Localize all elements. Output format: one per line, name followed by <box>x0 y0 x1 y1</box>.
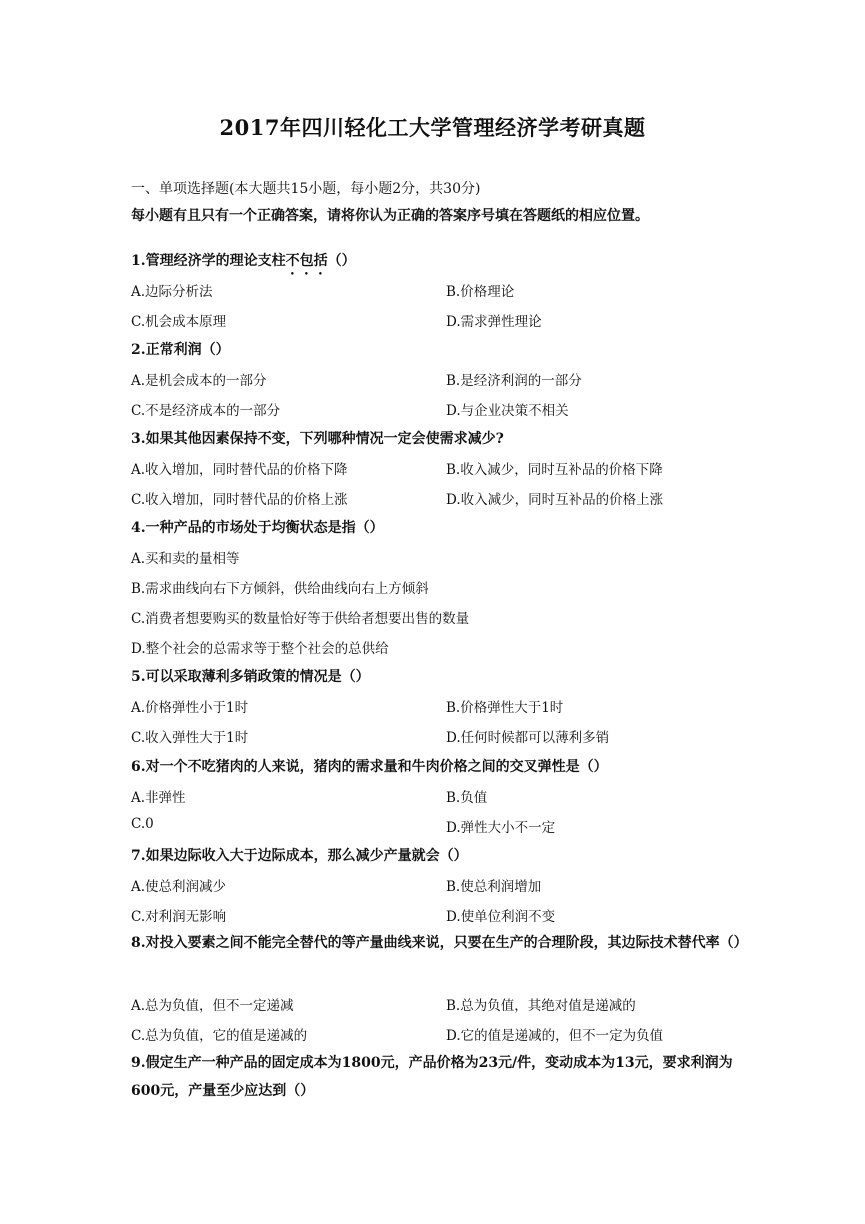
question-1-option-c: C.机会成本原理 <box>131 314 227 330</box>
question-4-option-b: B.需求曲线向右下方倾斜，供给曲线向右上方倾斜 <box>131 581 429 597</box>
question-9-stem: 9.假定生产一种产品的固定成本为1800元，产品价格为23元/件，变动成本为13元，要求利润为600元，产量至少应达到（） <box>131 1055 733 1099</box>
question-5-option-a: A.价格弹性小于1时 <box>131 700 249 716</box>
question-5-option-b: B.价格弹性大于1时 <box>446 700 564 716</box>
question-2-option-c: C.不是经济成本的一部分 <box>131 403 281 419</box>
question-1-option-a: A.边际分析法 <box>131 284 213 300</box>
question-6-stem: 6.对一个不吃猪肉的人来说，猪肉的需求量和牛肉价格之间的交叉弹性是（） <box>131 759 608 775</box>
question-6-option-a: A.非弹性 <box>131 790 186 806</box>
question-7-stem: 7.如果边际收入大于边际成本，那么减少产量就会（） <box>131 848 468 864</box>
question-5-option-c: C.收入弹性大于1时 <box>131 730 249 746</box>
question-2-option-a: A.是机会成本的一部分 <box>131 373 267 389</box>
question-4-option-d: D.整个社会的总需求等于整个社会的总供给 <box>131 641 389 657</box>
question-3-stem: 3.如果其他因素保持不变，下列哪种情况一定会使需求减少? <box>131 431 504 447</box>
section-heading: 一、单项选择题(本大题共15小题，每小题2分，共30分) <box>131 181 481 197</box>
question-4-stem: 4.一种产品的市场处于均衡状态是指（） <box>131 520 384 536</box>
question-4-option-c: C.消费者想要购买的数量恰好等于供给者想要出售的数量 <box>131 611 470 627</box>
question-2-option-d: D.与企业决策不相关 <box>446 403 569 419</box>
question-3-option-a: A.收入增加，同时替代品的价格下降 <box>131 462 348 478</box>
question-7-option-a: A.使总利润减少 <box>131 879 227 895</box>
question-6-option-b: B.负值 <box>446 790 488 806</box>
question-3-option-d: D.收入减少，同时互补品的价格上涨 <box>446 492 664 508</box>
question-5-option-d: D.任何时候都可以薄利多销 <box>446 730 610 746</box>
question-1-option-d: D.需求弹性理论 <box>446 314 542 330</box>
question-5-stem: 5.可以采取薄利多销政策的情况是（） <box>131 669 370 685</box>
page-title: 2017年四川轻化工大学管理经济学考研真题 <box>219 115 646 140</box>
question-8-stem: 8.对投入要素之间不能完全替代的等产量曲线来说，只要在生产的合理阶段，其边际技术替代率（） <box>131 935 748 951</box>
question-7-option-c: C.对利润无影响 <box>131 909 227 925</box>
emphasis-text: 不包括 <box>285 253 328 269</box>
question-6-option-d: D.弹性大小不一定 <box>446 820 556 836</box>
question-7-option-b: B.使总利润增加 <box>446 879 542 895</box>
question-3-option-b: B.收入减少，同时互补品的价格下降 <box>446 462 663 478</box>
question-2-option-b: B.是经济利润的一部分 <box>446 373 582 389</box>
section-instruction: 每小题有且只有一个正确答案，请将你认为正确的答案序号填在答题纸的相应位置。 <box>131 208 649 224</box>
question-3-option-c: C.收入增加，同时替代品的价格上涨 <box>131 492 348 508</box>
question-8-option-d: D.它的值是递减的，但不一定为负值 <box>446 1028 664 1044</box>
question-1-option-b: B.价格理论 <box>446 284 515 300</box>
question-2-stem: 2.正常利润（） <box>131 342 230 358</box>
question-1-stem: 1.管理经济学的理论支柱不包括（） <box>131 253 356 269</box>
question-8-option-c: C.总为负值，它的值是递减的 <box>131 1028 308 1044</box>
question-7-option-d: D.使单位利润不变 <box>446 909 556 925</box>
question-8-option-a: A.总为负值，但不一定递减 <box>131 998 294 1014</box>
question-4-option-a: A.买和卖的量相等 <box>131 551 240 567</box>
question-8-option-b: B.总为负值，其绝对值是递减的 <box>446 998 636 1014</box>
question-6-option-c: C.0 <box>131 816 154 832</box>
